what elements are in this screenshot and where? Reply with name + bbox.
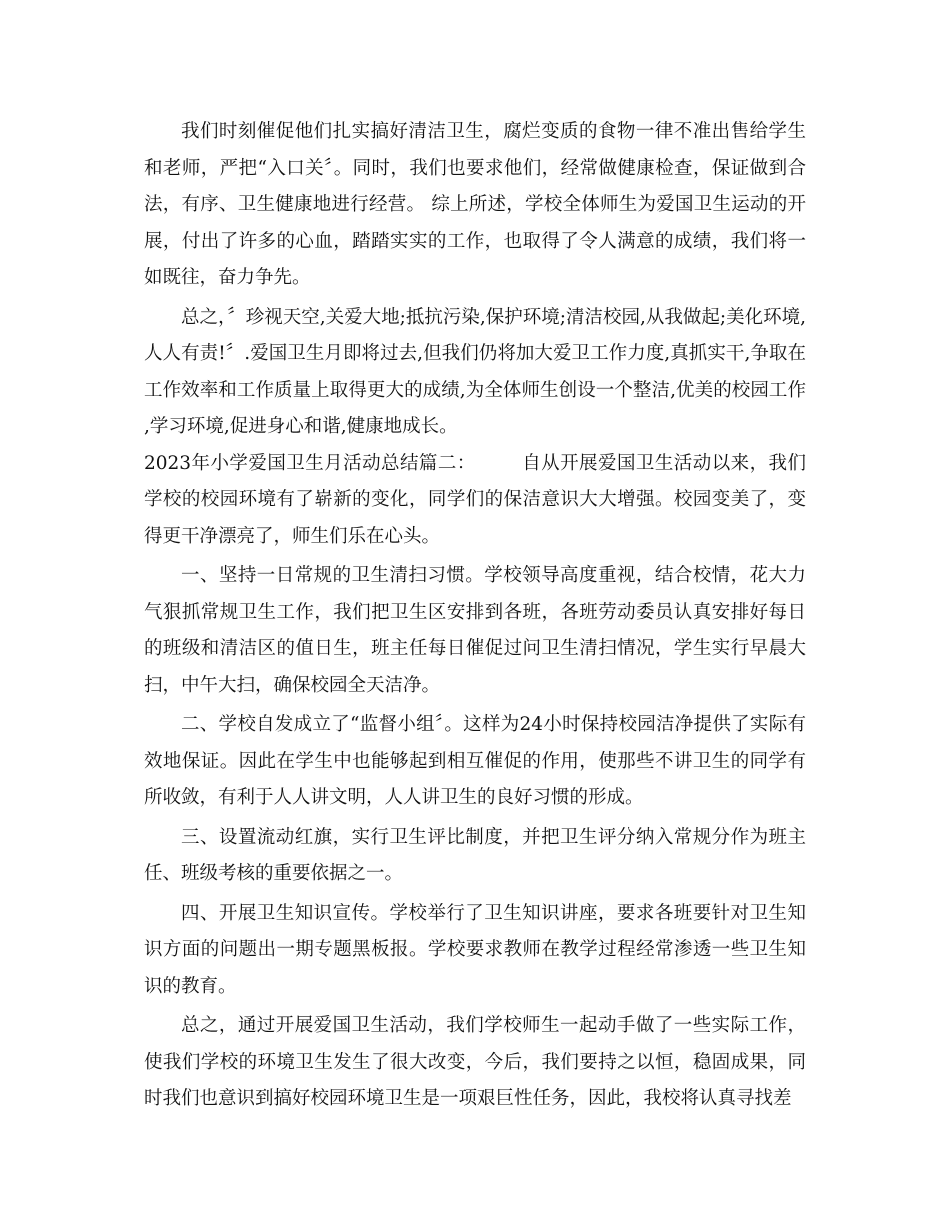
section-intro-text: 自从开展爱国卫生活动以来，我们学校的校园环境有了崭新的变化，同学们的保洁意识大大增强。校园变美了，变得更干净漂亮了，师生们乐在心头。 — [144, 452, 806, 547]
closing-paragraph: 总之，通过开展爱国卫生活动，我们学校师生一起动手做了一些实际工作，使我们学校的环境卫生发生了很大改变，今后，我们要持之以恒，稳固成果，同时我们也意识到搞好校园环境卫生是一项艰巨性任务，因此，我校将认真寻找差 — [144, 1015, 806, 1109]
list-item: 四、开展卫生知识宣传。学校举行了卫生知识讲座，要求各班要针对卫生知识方面的问题出一期专题黑板报。学校要求教师在教学过程经常渗透一些卫生知识的教育。 — [144, 902, 806, 997]
list-item: 二、学校自发成立了“监督小组〞。这样为24小时保持校园洁净提供了实际有效地保证。因此在学生中也能够起到相互催促的作用，使那些不讲卫生的同学有所收敛，有利于人人讲文明，人人讲卫生的良好习惯的形成。 — [144, 714, 806, 808]
paragraph-summary-slogan: 总之，〞珍视天空,关爱大地;抵抗污染,保护环境;清洁校园,从我做起;美化环境,人人有责!〞.爱国卫生月即将过去,但我们仍将加大爱卫工作力度,真抓实干,争取在工作效率和工作质量上取得更大的成绩,为全体师生创设一个整洁,优美的校园工作,学习环境,促进身心和谐,健康地成长。 — [144, 306, 806, 437]
section-heading: 2023年小学爱国卫生月活动总结篇二： — [144, 452, 476, 474]
document-body — [144, 114, 806, 1118]
list-item: 三、设置流动红旗，实行卫生评比制度，并把卫生评分纳入常规分作为班主任、班级考核的重要依据之一。 — [144, 826, 806, 884]
paragraph-food-hygiene: 我们时刻催促他们扎实搞好清洁卫生，腐烂变质的食物一律不准出售给学生和老师，严把“入口关〞。同时，我们也要求他们，经常做健康检查，保证做到合法，有序、卫生健康地进行经营。 综上所述，学校全体师生为爱国卫生运动的开展，付出了许多的心血，踏踏实实的工作，也取得了令人满意的成绩，我们将一如既往，奋力争先。 — [144, 121, 806, 288]
list-item: 一、坚持一日常规的卫生清扫习惯。学校领导高度重视，结合校情，花大力气狠抓常规卫生工作，我们把卫生区安排到各班，各班劳动委员认真安排好每日的班级和清洁区的值日生，班主任每日催促过问卫生清扫情况，学生实行早晨大扫，中午大扫，确保校园全天洁净。 — [144, 565, 806, 696]
section-two-intro — [144, 446, 806, 556]
